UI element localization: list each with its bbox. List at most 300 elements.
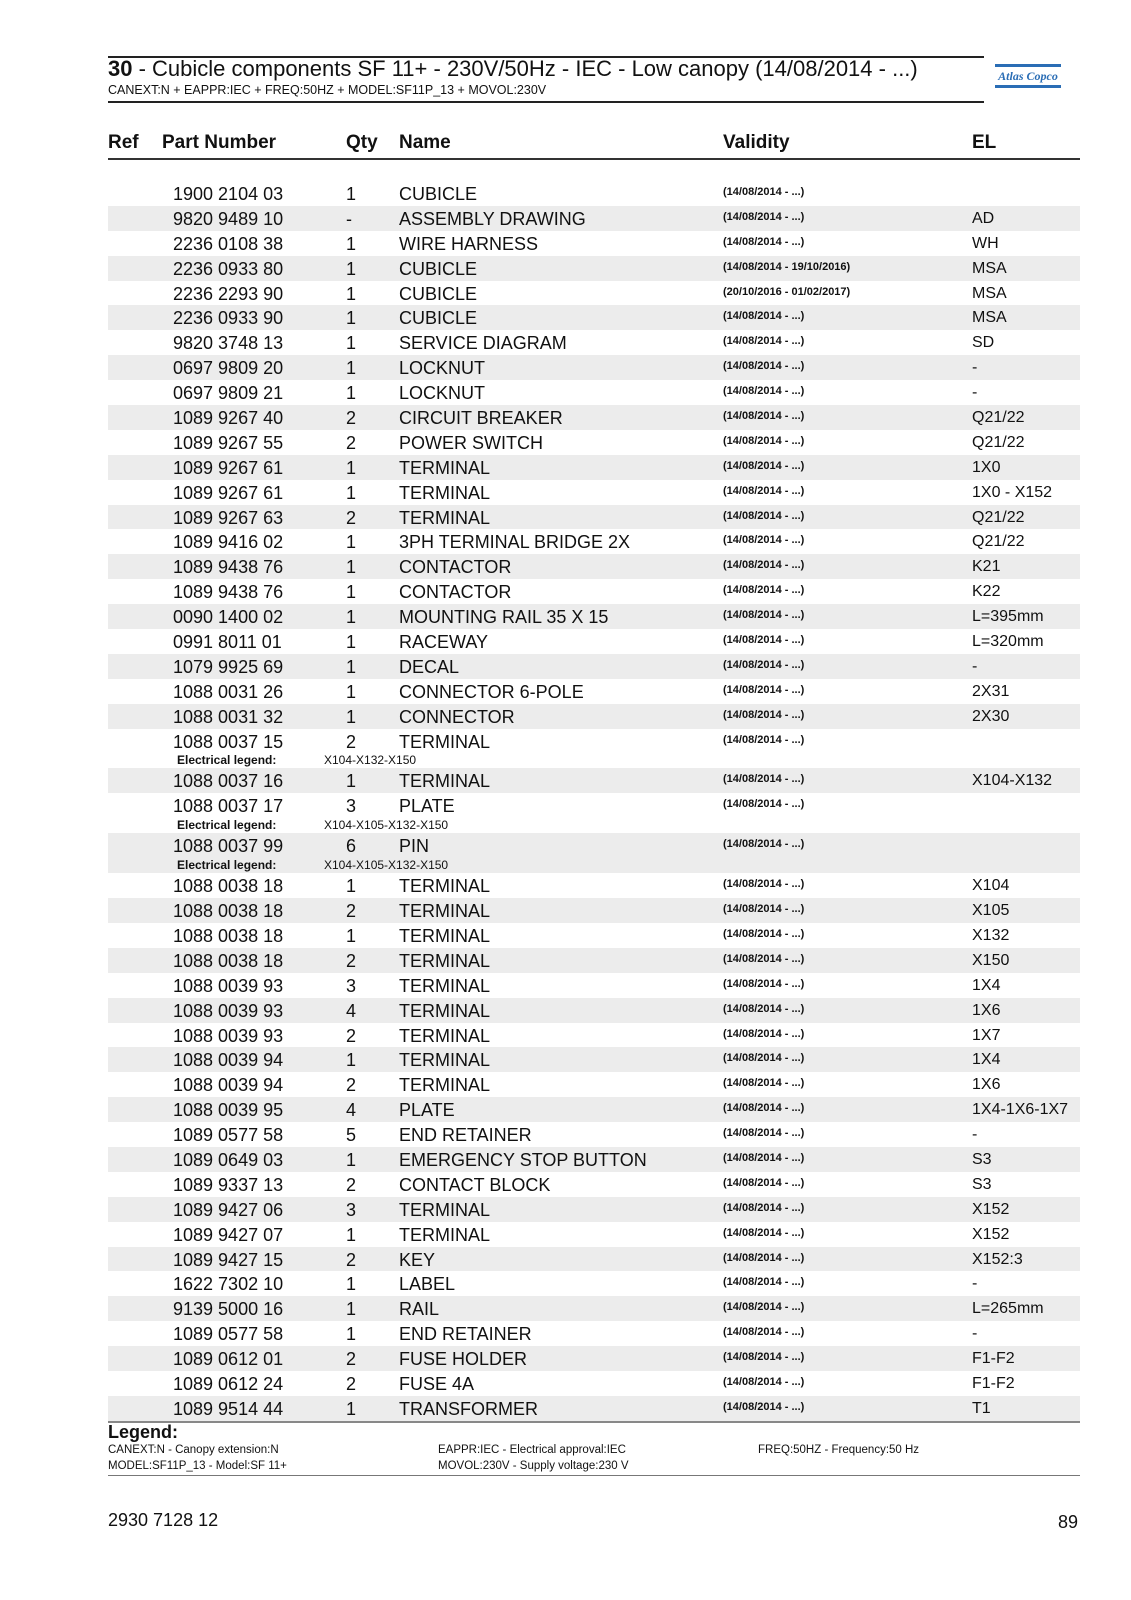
part-number-cell: 1622 7302 10 xyxy=(173,1274,284,1295)
qty-cell: 1 xyxy=(346,283,357,304)
legend-item: FREQ:50HZ - Frequency:50 Hz xyxy=(758,1444,920,1456)
qty-cell: 1 xyxy=(346,681,357,702)
name-cell: TERMINAL xyxy=(399,975,491,996)
part-number-cell: 1079 9925 69 xyxy=(173,656,284,677)
col-part-number: Part Number xyxy=(162,132,277,153)
table-row xyxy=(108,1147,1080,1172)
table-row xyxy=(108,948,1080,973)
name-cell: TERMINAL xyxy=(399,457,491,478)
el-cell: X150 xyxy=(972,951,1010,969)
qty-cell: 4 xyxy=(346,1100,357,1121)
el-cell: - xyxy=(972,359,978,377)
part-number-cell: 1089 9337 13 xyxy=(173,1174,284,1195)
qty-cell: 1 xyxy=(346,258,357,279)
part-number-cell: 1088 0039 94 xyxy=(173,1075,284,1096)
el-cell: X152 xyxy=(972,1225,1010,1243)
validity-cell: (14/08/2014 - ...) xyxy=(723,385,805,398)
name-cell: TERMINAL xyxy=(399,771,491,792)
part-number-cell: 1088 0037 17 xyxy=(173,796,284,817)
table-row xyxy=(108,505,1080,530)
table-row xyxy=(108,793,1080,818)
qty-cell: 2 xyxy=(346,901,357,922)
qty-cell: 2 xyxy=(346,731,357,752)
electrical-legend-row xyxy=(108,753,1080,768)
name-cell: TERMINAL xyxy=(399,1224,491,1245)
validity-cell: (14/08/2014 - ...) xyxy=(723,1027,805,1040)
el-cell: K22 xyxy=(972,583,1001,601)
name-cell: END RETAINER xyxy=(399,1125,532,1146)
name-cell: EMERGENCY STOP BUTTON xyxy=(399,1149,647,1170)
part-number-cell: 1088 0037 16 xyxy=(173,771,284,792)
el-cell: - xyxy=(972,384,978,402)
validity-cell: (14/08/2014 - ...) xyxy=(723,1251,805,1264)
part-number-cell: 1089 0577 58 xyxy=(173,1324,284,1345)
validity-cell: (14/08/2014 - ...) xyxy=(723,1176,805,1189)
table-row xyxy=(108,1371,1080,1396)
el-cell: S3 xyxy=(972,1150,992,1168)
name-cell: WIRE HARNESS xyxy=(399,233,539,254)
validity-cell: (14/08/2014 - ...) xyxy=(723,310,805,323)
col-validity: Validity xyxy=(723,132,790,153)
name-cell: FUSE HOLDER xyxy=(399,1349,528,1370)
table-row xyxy=(108,1271,1080,1296)
page-number: 89 xyxy=(1057,1512,1078,1532)
validity-cell: (14/08/2014 - ...) xyxy=(723,559,805,572)
el-cell: Q21/22 xyxy=(972,508,1025,526)
table-row xyxy=(108,1072,1080,1097)
validity-cell: (14/08/2014 - ...) xyxy=(723,1400,805,1413)
name-cell: CUBICLE xyxy=(399,283,478,304)
name-cell: DECAL xyxy=(399,656,460,677)
table-row xyxy=(108,1197,1080,1222)
electrical-legend-value: X104-X105-X132-X150 xyxy=(324,818,449,833)
legend-item: MODEL:SF11P_13 - Model:SF 11+ xyxy=(108,1460,287,1472)
table-row xyxy=(108,579,1080,604)
col-qty: Qty xyxy=(346,132,378,153)
table-row xyxy=(108,1346,1080,1371)
legend-items xyxy=(108,1442,1080,1476)
table-row xyxy=(108,998,1080,1023)
el-cell: X152 xyxy=(972,1200,1010,1218)
name-cell: POWER SWITCH xyxy=(399,432,543,453)
part-number-cell: 1089 9427 06 xyxy=(173,1199,284,1220)
part-number-cell: 1088 0038 18 xyxy=(173,950,284,971)
table-row xyxy=(108,1023,1080,1048)
part-number-cell: 1089 0612 24 xyxy=(173,1373,284,1394)
parts-table-body xyxy=(108,181,1080,1423)
el-cell: 1X0 - X152 xyxy=(972,483,1053,501)
part-number-cell: 1088 0039 93 xyxy=(173,1025,284,1046)
validity-cell: (14/08/2014 - ...) xyxy=(723,484,805,497)
validity-cell: (14/08/2014 - ...) xyxy=(723,1052,805,1065)
qty-cell: 1 xyxy=(346,925,357,946)
validity-cell: (14/08/2014 - ...) xyxy=(723,335,805,348)
table-row xyxy=(108,405,1080,430)
name-cell: TERMINAL xyxy=(399,731,491,752)
table-row xyxy=(108,1172,1080,1197)
qty-cell: 1 xyxy=(346,1324,357,1345)
table-row xyxy=(108,231,1080,256)
part-number-cell: 1088 0038 18 xyxy=(173,876,284,897)
el-cell: - xyxy=(972,1126,978,1144)
legend-title: Legend: xyxy=(108,1422,178,1442)
name-cell: TERMINAL xyxy=(399,482,491,503)
header-bottom-rule xyxy=(108,101,984,103)
el-cell: - xyxy=(972,657,978,675)
part-number-cell: 1088 0038 18 xyxy=(173,925,284,946)
qty-cell: 2 xyxy=(346,1075,357,1096)
qty-cell: 1 xyxy=(346,1050,357,1071)
validity-cell: (14/08/2014 - ...) xyxy=(723,434,805,447)
el-cell: 1X4-1X6-1X7 xyxy=(972,1101,1069,1119)
part-number-cell: 1088 0031 26 xyxy=(173,681,284,702)
name-cell: CIRCUIT BREAKER xyxy=(399,408,563,429)
part-number-cell: 1900 2104 03 xyxy=(173,184,284,204)
qty-cell: 2 xyxy=(346,1349,357,1370)
name-cell: TERMINAL xyxy=(399,507,491,528)
table-row xyxy=(108,281,1080,306)
legend-item: EAPPR:IEC - Electrical approval:IEC xyxy=(438,1444,626,1456)
table-row xyxy=(108,704,1080,729)
validity-cell: (14/08/2014 - ...) xyxy=(723,903,805,916)
part-number-cell: 1089 9427 15 xyxy=(173,1249,284,1270)
name-cell: TERMINAL xyxy=(399,1050,491,1071)
name-cell: ASSEMBLY DRAWING xyxy=(399,208,586,229)
part-number-cell: 1089 0612 01 xyxy=(173,1349,284,1370)
electrical-legend-row xyxy=(108,818,1080,833)
validity-cell: (14/08/2014 - ...) xyxy=(723,235,805,248)
part-number-cell: 1089 9438 76 xyxy=(173,557,284,578)
table-row xyxy=(108,380,1080,405)
table-row xyxy=(108,330,1080,355)
validity-cell: (14/08/2014 - ...) xyxy=(723,733,805,746)
el-cell: 2X30 xyxy=(972,707,1010,725)
table-row xyxy=(108,654,1080,679)
el-cell: WH xyxy=(972,234,999,252)
table-row xyxy=(108,1222,1080,1247)
table-header xyxy=(108,130,1080,160)
table-row xyxy=(108,430,1080,455)
part-number-cell: 2236 0933 90 xyxy=(173,308,284,329)
name-cell: TERMINAL xyxy=(399,950,491,971)
el-cell: 1X6 xyxy=(972,1001,1001,1019)
qty-cell: 1 xyxy=(346,1149,357,1170)
name-cell: LABEL xyxy=(399,1274,456,1295)
el-cell: K21 xyxy=(972,558,1001,576)
table-row xyxy=(108,873,1080,898)
validity-cell: (14/08/2014 - ...) xyxy=(723,1002,805,1015)
qty-cell: 1 xyxy=(346,1398,357,1419)
el-cell: X132 xyxy=(972,926,1010,944)
table-row xyxy=(108,768,1080,793)
validity-cell: (14/08/2014 - ...) xyxy=(723,1077,805,1090)
qty-cell: 1 xyxy=(346,482,357,503)
el-cell: - xyxy=(972,1275,978,1293)
el-cell: AD xyxy=(972,209,995,227)
qty-cell: 1 xyxy=(346,656,357,677)
col-name: Name xyxy=(399,132,451,153)
validity-cell: (14/08/2014 - ...) xyxy=(723,534,805,547)
el-cell: 2X31 xyxy=(972,682,1010,700)
table-row xyxy=(108,1097,1080,1122)
qty-cell: 1 xyxy=(346,383,357,404)
part-number-cell: 2236 2293 90 xyxy=(173,283,284,304)
qty-cell: 1 xyxy=(346,632,357,653)
table-row xyxy=(108,480,1080,505)
table-row xyxy=(108,206,1080,231)
part-number-cell: 1089 9438 76 xyxy=(173,582,284,603)
name-cell: PIN xyxy=(399,836,430,857)
table-row xyxy=(108,833,1080,858)
qty-cell: 2 xyxy=(346,408,357,429)
el-cell: X104 xyxy=(972,877,1010,895)
part-number-cell: 1089 9267 40 xyxy=(173,408,284,429)
name-cell: END RETAINER xyxy=(399,1324,532,1345)
qty-cell: 3 xyxy=(346,1199,357,1220)
part-number-cell: 1088 0039 93 xyxy=(173,975,284,996)
el-cell: 1X0 xyxy=(972,458,1001,476)
qty-cell: 1 xyxy=(346,582,357,603)
name-cell: CONTACT BLOCK xyxy=(399,1174,551,1195)
el-cell: Q21/22 xyxy=(972,433,1025,451)
table-row xyxy=(108,455,1080,480)
legend-rule xyxy=(108,1475,1080,1476)
validity-cell: (14/08/2014 - ...) xyxy=(723,1276,805,1289)
el-cell: - xyxy=(972,1325,978,1343)
validity-cell: (14/08/2014 - ...) xyxy=(723,708,805,721)
qty-cell: 1 xyxy=(346,333,357,354)
validity-cell: (14/08/2014 - ...) xyxy=(723,658,805,671)
qty-cell: 6 xyxy=(346,836,357,857)
qty-cell: 1 xyxy=(346,557,357,578)
part-number-cell: 1089 0577 58 xyxy=(173,1125,284,1146)
col-el: EL xyxy=(972,132,997,153)
validity-cell: (14/08/2014 - ...) xyxy=(723,683,805,696)
validity-cell: (14/08/2014 - ...) xyxy=(723,186,805,198)
qty-cell: 3 xyxy=(346,796,357,817)
electrical-legend-row xyxy=(108,858,1080,873)
qty-cell: 2 xyxy=(346,1249,357,1270)
qty-cell: 2 xyxy=(346,1174,357,1195)
part-number-cell: 1089 9267 61 xyxy=(173,482,284,503)
table-row xyxy=(108,355,1080,380)
validity-cell: (14/08/2014 - ...) xyxy=(723,1201,805,1214)
table-row xyxy=(108,1296,1080,1321)
part-number-cell: 0697 9809 21 xyxy=(173,383,284,404)
el-cell: X104-X132 xyxy=(972,772,1053,790)
el-cell: 1X7 xyxy=(972,1026,1001,1044)
el-cell: SD xyxy=(972,334,995,352)
validity-cell: (20/10/2016 - 01/02/2017) xyxy=(723,285,851,298)
name-cell: PLATE xyxy=(399,796,455,817)
el-cell: L=320mm xyxy=(972,633,1044,651)
el-cell: L=395mm xyxy=(972,608,1044,626)
part-number-cell: 1088 0039 94 xyxy=(173,1050,284,1071)
name-cell: TERMINAL xyxy=(399,876,491,897)
table-row xyxy=(108,1122,1080,1147)
validity-cell: (14/08/2014 - ...) xyxy=(723,210,805,223)
electrical-legend-value: X104-X105-X132-X150 xyxy=(324,858,449,873)
qty-cell: 1 xyxy=(346,184,357,204)
name-cell: MOUNTING RAIL 35 X 15 xyxy=(399,607,609,628)
validity-cell: (14/08/2014 - 19/10/2016) xyxy=(723,260,851,273)
name-cell: KEY xyxy=(399,1249,436,1270)
part-number-cell: 1088 0037 99 xyxy=(173,836,284,857)
name-cell: RAIL xyxy=(399,1299,440,1320)
table-row xyxy=(108,973,1080,998)
qty-cell: 2 xyxy=(346,1373,357,1394)
brand-logo xyxy=(995,64,1061,94)
part-number-cell: 9820 9489 10 xyxy=(173,208,284,229)
validity-cell: (14/08/2014 - ...) xyxy=(723,878,805,891)
table-row xyxy=(108,554,1080,579)
document-number: 2930 7128 12 xyxy=(108,1510,219,1530)
validity-cell: (14/08/2014 - ...) xyxy=(723,509,805,522)
name-cell: TERMINAL xyxy=(399,1025,491,1046)
legend-item: CANEXT:N - Canopy extension:N xyxy=(108,1444,279,1456)
name-cell: CUBICLE xyxy=(399,258,478,279)
electrical-legend-label: Electrical legend: xyxy=(177,753,277,768)
table-row xyxy=(108,305,1080,330)
part-number-cell: 2236 0108 38 xyxy=(173,233,284,254)
qty-cell: 1 xyxy=(346,308,357,329)
logo-bar-bottom xyxy=(995,85,1061,88)
qty-cell: 1 xyxy=(346,876,357,897)
name-cell: CONTACTOR xyxy=(399,582,512,603)
validity-cell: (14/08/2014 - ...) xyxy=(723,634,805,647)
qty-cell: 1 xyxy=(346,358,357,379)
validity-cell: (14/08/2014 - ...) xyxy=(723,584,805,597)
el-cell: F1-F2 xyxy=(972,1374,1015,1392)
name-cell: CONTACTOR xyxy=(399,557,512,578)
validity-cell: (14/08/2014 - ...) xyxy=(723,952,805,965)
name-cell: CUBICLE xyxy=(399,308,478,329)
part-number-cell: 1089 0649 03 xyxy=(173,1149,284,1170)
qty-cell: 1 xyxy=(346,1299,357,1320)
validity-cell: (14/08/2014 - ...) xyxy=(723,1226,805,1239)
table-row xyxy=(108,604,1080,629)
el-cell: 1X4 xyxy=(972,976,1001,994)
table-row xyxy=(108,1396,1080,1421)
validity-cell: (14/08/2014 - ...) xyxy=(723,798,805,811)
validity-cell: (14/08/2014 - ...) xyxy=(723,1151,805,1164)
el-cell: Q21/22 xyxy=(972,533,1025,551)
name-cell: TERMINAL xyxy=(399,925,491,946)
page-subtitle: CANEXT:N + EAPPR:IEC + FREQ:50HZ + MODEL:SF11P_13 + MOVOL:230V xyxy=(108,83,547,97)
validity-cell: (14/08/2014 - ...) xyxy=(723,1301,805,1314)
part-number-cell: 0090 1400 02 xyxy=(173,607,284,628)
validity-cell: (14/08/2014 - ...) xyxy=(723,459,805,472)
part-number-cell: 1089 9267 55 xyxy=(173,432,284,453)
col-ref: Ref xyxy=(108,132,139,153)
el-cell: MSA xyxy=(972,259,1007,277)
el-cell: X105 xyxy=(972,902,1010,920)
section-title: - Cubicle components SF 11+ - 230V/50Hz - IEC - Low canopy (14/08/2014 - ...) xyxy=(132,56,918,81)
el-cell: L=265mm xyxy=(972,1300,1044,1318)
name-cell: SERVICE DIAGRAM xyxy=(399,333,567,354)
el-cell: MSA xyxy=(972,309,1007,327)
electrical-legend-label: Electrical legend: xyxy=(177,858,277,873)
table-row xyxy=(108,729,1080,754)
name-cell: TERMINAL xyxy=(399,1075,491,1096)
qty-cell: 5 xyxy=(346,1125,357,1146)
table-row xyxy=(108,898,1080,923)
qty-cell: 2 xyxy=(346,1025,357,1046)
electrical-legend-label: Electrical legend: xyxy=(177,818,277,833)
qty-cell: 2 xyxy=(346,432,357,453)
name-cell: CUBICLE xyxy=(399,184,478,204)
electrical-legend-value: X104-X132-X150 xyxy=(324,753,417,768)
validity-cell: (14/08/2014 - ...) xyxy=(723,773,805,786)
name-cell: PLATE xyxy=(399,1100,455,1121)
table-row xyxy=(108,1047,1080,1072)
table-row xyxy=(108,181,1080,206)
validity-cell: (14/08/2014 - ...) xyxy=(723,1375,805,1388)
table-row xyxy=(108,256,1080,281)
qty-cell: - xyxy=(346,208,352,229)
validity-cell: (14/08/2014 - ...) xyxy=(723,410,805,423)
el-cell: 1X6 xyxy=(972,1076,1001,1094)
name-cell: TERMINAL xyxy=(399,901,491,922)
name-cell: FUSE 4A xyxy=(399,1373,475,1394)
qty-cell: 2 xyxy=(346,950,357,971)
part-number-cell: 1088 0031 32 xyxy=(173,706,284,727)
name-cell: TRANSFORMER xyxy=(399,1398,538,1419)
page-header xyxy=(108,56,984,98)
validity-cell: (14/08/2014 - ...) xyxy=(723,609,805,622)
part-number-cell: 1089 9267 61 xyxy=(173,457,284,478)
qty-cell: 1 xyxy=(346,771,357,792)
part-number-cell: 1089 9267 63 xyxy=(173,507,284,528)
el-cell: Q21/22 xyxy=(972,409,1025,427)
qty-cell: 4 xyxy=(346,1000,357,1021)
qty-cell: 2 xyxy=(346,507,357,528)
part-number-cell: 9139 5000 16 xyxy=(173,1299,284,1320)
validity-cell: (14/08/2014 - ...) xyxy=(723,1102,805,1115)
el-cell: X152:3 xyxy=(972,1250,1023,1268)
name-cell: LOCKNUT xyxy=(399,358,486,379)
el-cell: T1 xyxy=(972,1399,991,1417)
name-cell: LOCKNUT xyxy=(399,383,486,404)
validity-cell: (14/08/2014 - ...) xyxy=(723,1127,805,1140)
table-row xyxy=(108,1321,1080,1346)
name-cell: TERMINAL xyxy=(399,1000,491,1021)
validity-cell: (14/08/2014 - ...) xyxy=(723,360,805,373)
part-number-cell: 1089 9427 07 xyxy=(173,1224,284,1245)
qty-cell: 1 xyxy=(346,706,357,727)
qty-cell: 1 xyxy=(346,1274,357,1295)
qty-cell: 1 xyxy=(346,607,357,628)
part-number-cell: 0991 8011 01 xyxy=(173,632,282,653)
qty-cell: 3 xyxy=(346,975,357,996)
validity-cell: (14/08/2014 - ...) xyxy=(723,977,805,990)
legend xyxy=(108,1422,1080,1476)
part-number-cell: 0697 9809 20 xyxy=(173,358,284,379)
validity-cell: (14/08/2014 - ...) xyxy=(723,1326,805,1339)
table-row xyxy=(108,923,1080,948)
page-title xyxy=(108,56,984,82)
part-number-cell: 1088 0038 18 xyxy=(173,901,284,922)
qty-cell: 1 xyxy=(346,1224,357,1245)
name-cell: 3PH TERMINAL BRIDGE 2X xyxy=(399,532,631,553)
table-row xyxy=(108,679,1080,704)
logo-text: Atlas Copco xyxy=(998,69,1058,83)
name-cell: TERMINAL xyxy=(399,1199,491,1220)
el-cell: MSA xyxy=(972,284,1007,302)
validity-cell: (14/08/2014 - ...) xyxy=(723,1351,805,1364)
validity-cell: (14/08/2014 - ...) xyxy=(723,838,805,851)
part-number-cell: 1088 0039 93 xyxy=(173,1000,284,1021)
